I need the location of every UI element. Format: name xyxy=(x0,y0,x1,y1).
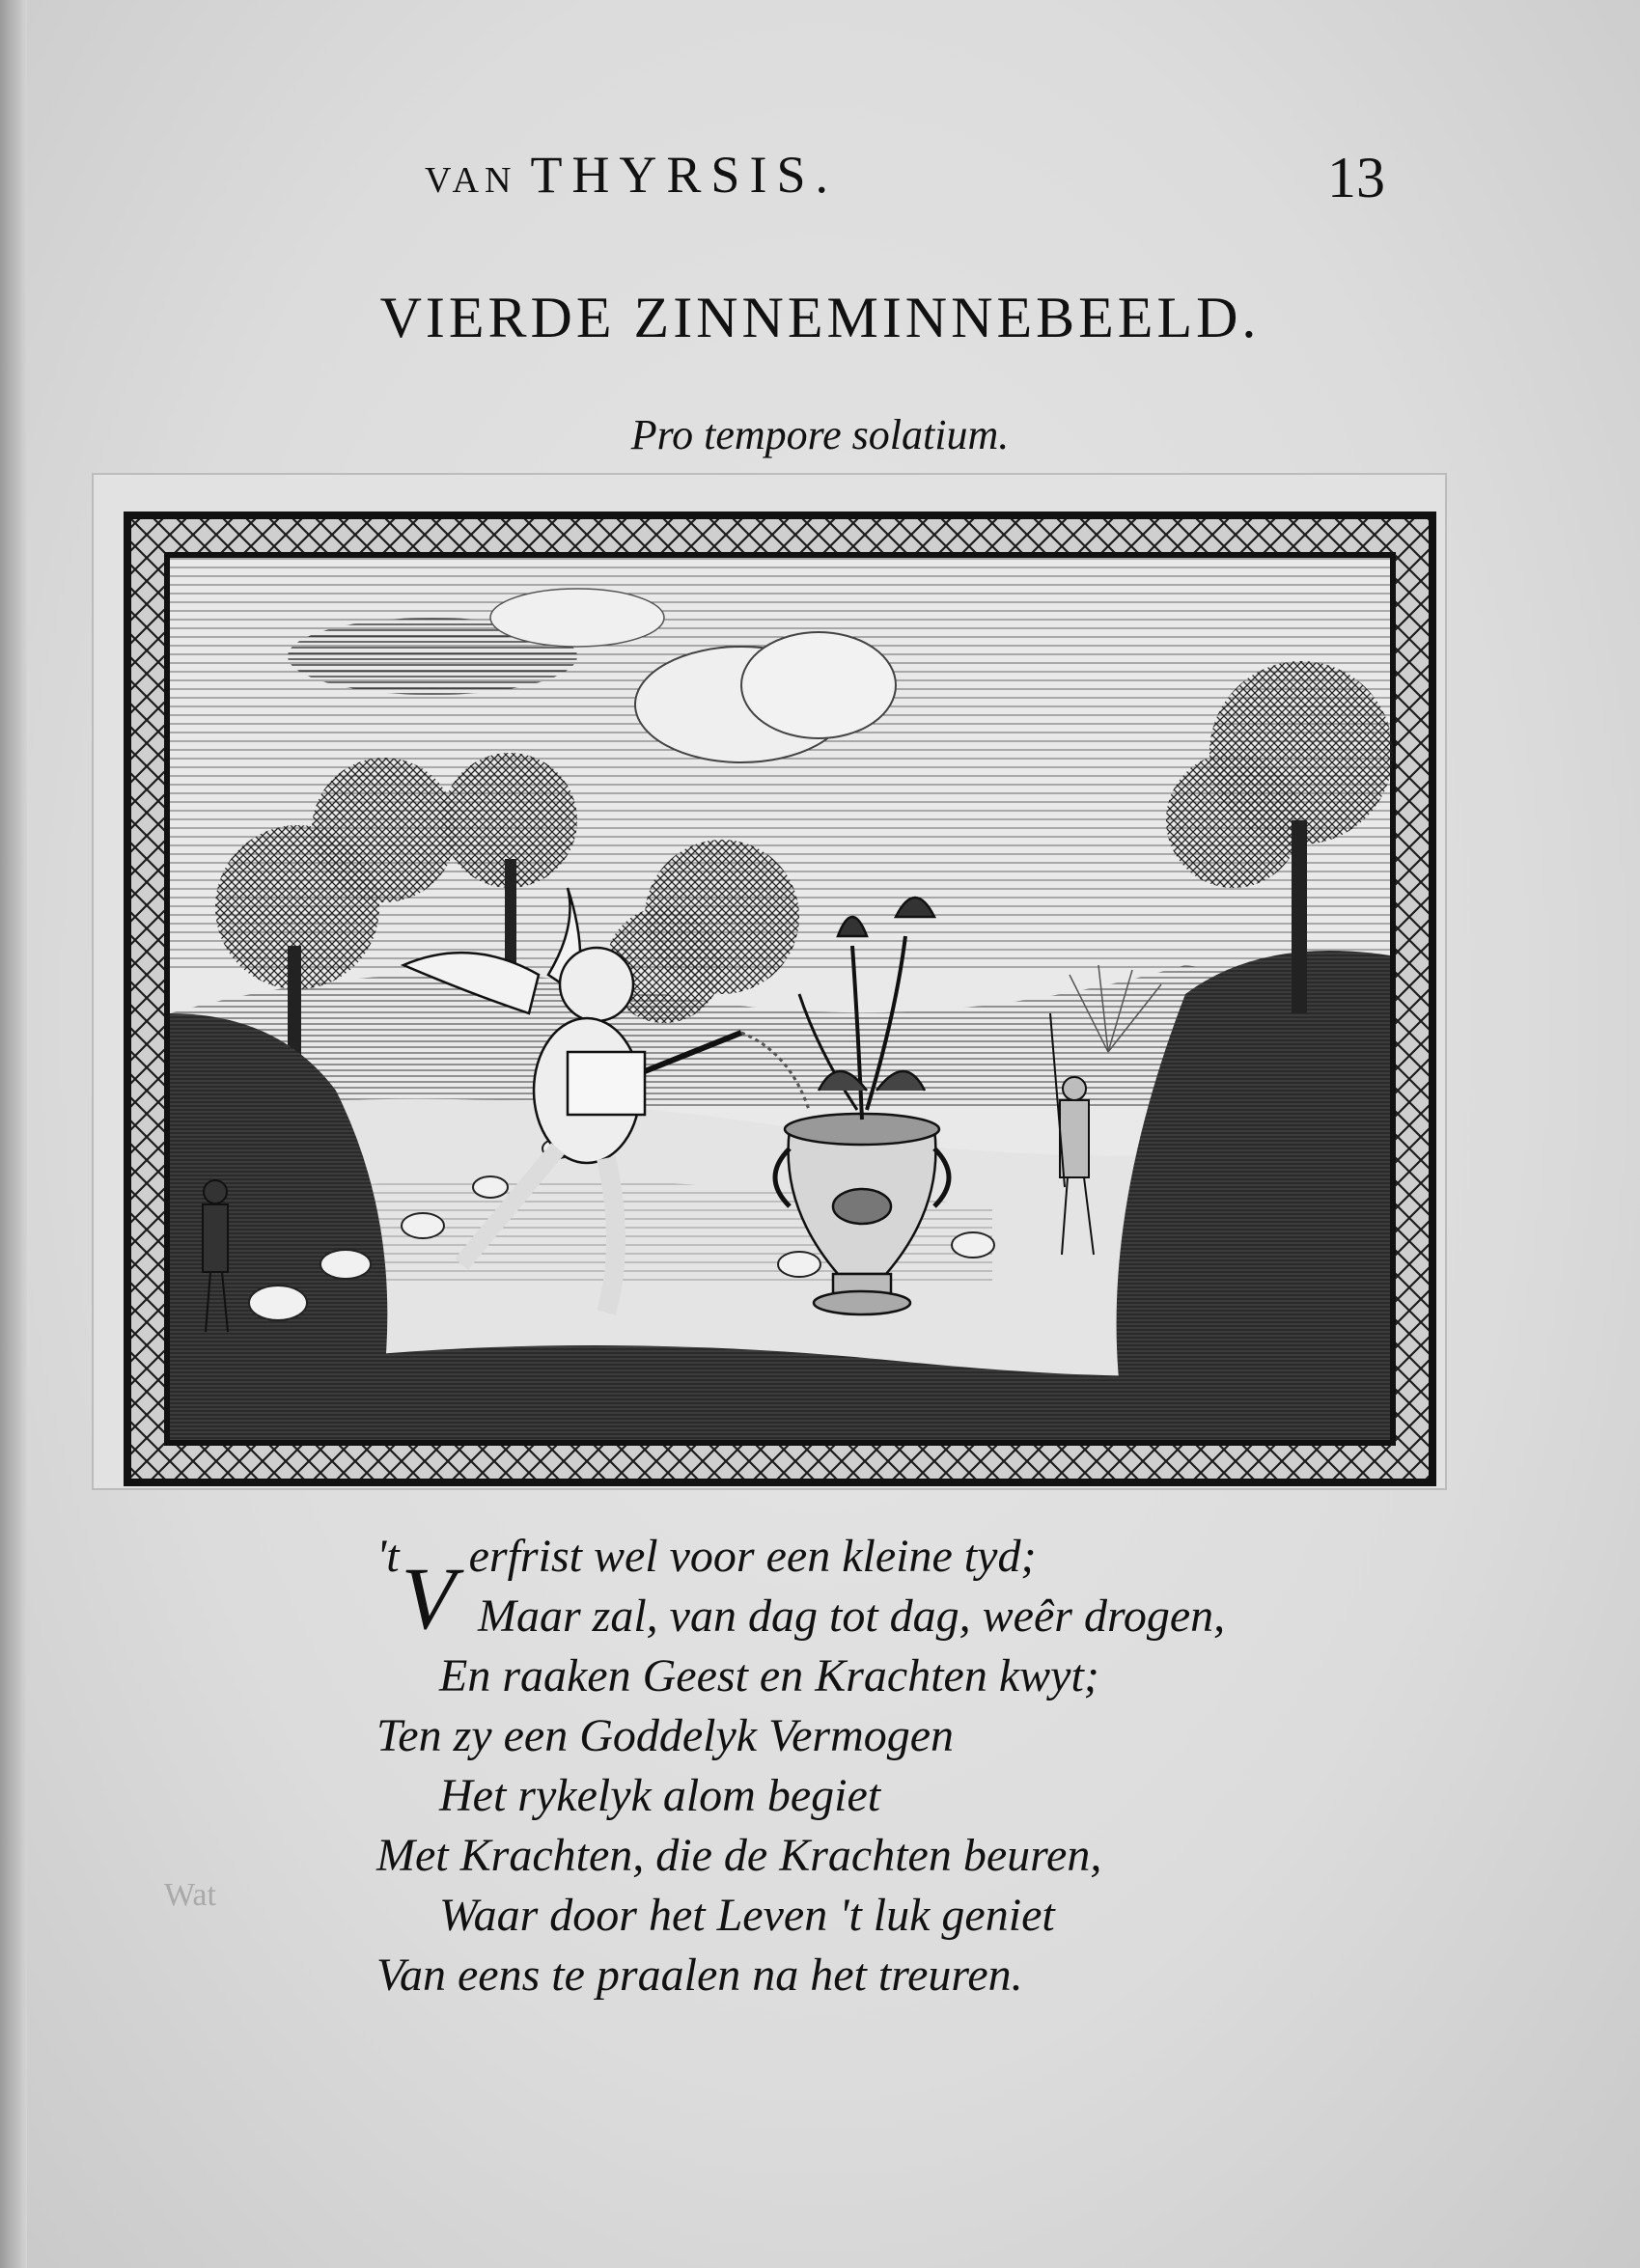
engraved-scene xyxy=(170,558,1393,1440)
running-head-prefix: VAN xyxy=(425,160,517,201)
page-number: 13 xyxy=(1327,146,1385,209)
poem-line-2: Maar zal, van dag tot dag, weêr drogen, xyxy=(478,1590,1226,1642)
poem-line-3: En raaken Geest en Krachten kwyt; xyxy=(439,1650,1099,1701)
poem-line-7: Waar door het Leven 't luk geniet xyxy=(439,1890,1055,1941)
running-head-title: THYRSIS. xyxy=(530,146,838,204)
poem-line-4: Ten zy een Goddelyk Vermogen xyxy=(376,1710,955,1761)
poem-prefix: 't xyxy=(376,1531,411,1582)
emblem-motto: Pro tempore solatium. xyxy=(630,411,1010,458)
running-head xyxy=(425,145,838,205)
catchword: Wat xyxy=(164,1877,216,1913)
poem-line-5: Het rykelyk alom begiet xyxy=(439,1770,881,1821)
poem-line-6: Met Krachten, die de Krachten beuren, xyxy=(376,1830,1102,1881)
emblem-engraving-illustration xyxy=(124,512,1436,1486)
poem-line-8: Van eens te praalen na het treuren. xyxy=(376,1950,1023,2001)
emblem-title: VIERDE ZINNEMINNEBEELD. xyxy=(379,286,1261,349)
poem-dropcap: V xyxy=(401,1549,456,1647)
poem-line-text: erfrist wel voor een kleine tyd; xyxy=(468,1531,1037,1582)
